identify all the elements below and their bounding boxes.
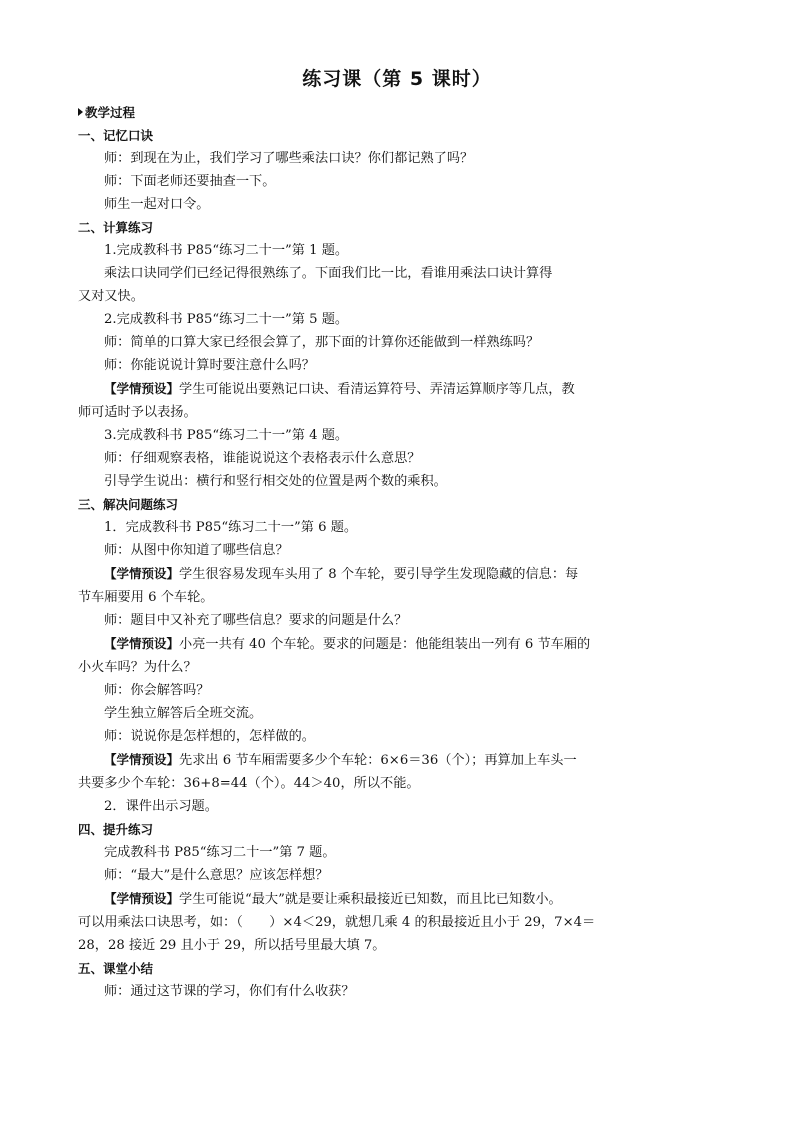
paragraph-continuation: 师可适时予以表扬。 (78, 405, 197, 420)
section-heading: 一、记忆口诀 (78, 128, 154, 143)
paragraph: 师：简单的口算大家已经很会算了，那下面的计算你还能做到一样熟练吗？ (104, 335, 540, 350)
paragraph-continuation: 小火车吗？为什么？ (78, 660, 197, 675)
learning-preset-paragraph: 【学情预设】学生很容易发现车头用了 8 个车轮，要引导学生发现隐藏的信息：每 (104, 566, 579, 582)
learning-preset-paragraph: 【学情预设】先求出 6 节车厢需要多少个车轮：6×6＝36（个）；再算加上车头一 (104, 752, 577, 768)
paragraph: 师：下面老师还要抽查一下。 (104, 174, 276, 189)
paragraph: 完成教科书 P85“练习二十一”第 7 题。 (104, 845, 336, 860)
section-heading: 四、提升练习 (78, 822, 154, 837)
paragraph: 师生一起对口令。 (104, 197, 210, 212)
paragraph: 学生独立解答后全班交流。 (104, 706, 263, 721)
learning-preset-tag: 【学情预设】 (104, 752, 180, 767)
paragraph: 引导学生说出：横行和竖行相交处的位置是两个数的乘积。 (104, 474, 447, 489)
paragraph: 2．课件出示习题。 (104, 799, 218, 814)
triangle-bullet-icon (78, 108, 83, 116)
learning-preset-paragraph: 【学情预设】学生可能说“最大”就是要让乘积最接近已知数，而且比已知数小。 (104, 891, 562, 907)
paragraph-continuation: 又对又快。 (78, 289, 144, 304)
paragraph: 师：题目中又补充了哪些信息？要求的问题是什么？ (104, 613, 408, 628)
paragraph: 师：通过这节课的学习，你们有什么收获？ (104, 984, 355, 999)
paragraph: 1.完成教科书 P85“练习二十一”第 1 题。 (104, 243, 349, 258)
page-title: 练习课（第 5 课时） (302, 68, 492, 90)
paragraph: 2.完成教科书 P85“练习二十一”第 5 题。 (104, 312, 349, 327)
paragraph: 师：仔细观察表格，谁能说说这个表格表示什么意思？ (104, 451, 421, 466)
paragraph-continuation: 可以用乘法口诀思考，如：（ ）×4＜29，就想几乘 4 的积最接近且小于 29，7×4＝ (78, 915, 596, 930)
learning-preset-tag: 【学情预设】 (104, 636, 180, 651)
paragraph: 师：从图中你知道了哪些信息？ (104, 543, 289, 558)
learning-preset-paragraph: 【学情预设】学生可能说出要熟记口诀、看清运算符号、弄清运算顺序等几点，教 (104, 381, 575, 397)
learning-preset-tag: 【学情预设】 (104, 566, 180, 581)
process-heading: 教学过程 (78, 101, 710, 124)
section-heading: 二、计算练习 (78, 220, 154, 235)
learning-preset-paragraph: 【学情预设】小亮一共有 40 个车轮。要求的问题是：他能组装出一列有 6 节车厢的 (104, 636, 591, 652)
paragraph: 3.完成教科书 P85“练习二十一”第 4 题。 (104, 428, 349, 443)
paragraph-continuation: 共要多少个车轮：36+8=44（个）。44＞40，所以不能。 (78, 776, 420, 791)
paragraph: 师：你会解答吗？ (104, 683, 210, 698)
paragraph: 乘法口诀同学们已经记得很熟练了。下面我们比一比，看谁用乘法口诀计算得 (104, 266, 553, 281)
paragraph: 师：“最大”是什么意思？应该怎样想？ (104, 868, 329, 883)
section-heading: 五、课堂小结 (78, 961, 154, 976)
paragraph: 师：到现在为止，我们学习了哪些乘法口诀？你们都记熟了吗？ (104, 151, 474, 166)
paragraph-continuation: 28，28 接近 29 且小于 29，所以括号里最大填 7。 (78, 938, 386, 953)
paragraph-continuation: 节车厢要用 6 个车轮。 (78, 590, 214, 605)
paragraph: 师：你能说说计算时要注意什么吗？ (104, 358, 315, 373)
paragraph: 师：说说你是怎样想的，怎样做的。 (104, 729, 315, 744)
lesson-content (78, 101, 710, 1003)
paragraph: 1．完成教科书 P85“练习二十一”第 6 题。 (104, 520, 358, 535)
learning-preset-tag: 【学情预设】 (104, 891, 180, 906)
learning-preset-tag: 【学情预设】 (104, 381, 180, 396)
section-heading: 三、解决问题练习 (78, 497, 179, 512)
